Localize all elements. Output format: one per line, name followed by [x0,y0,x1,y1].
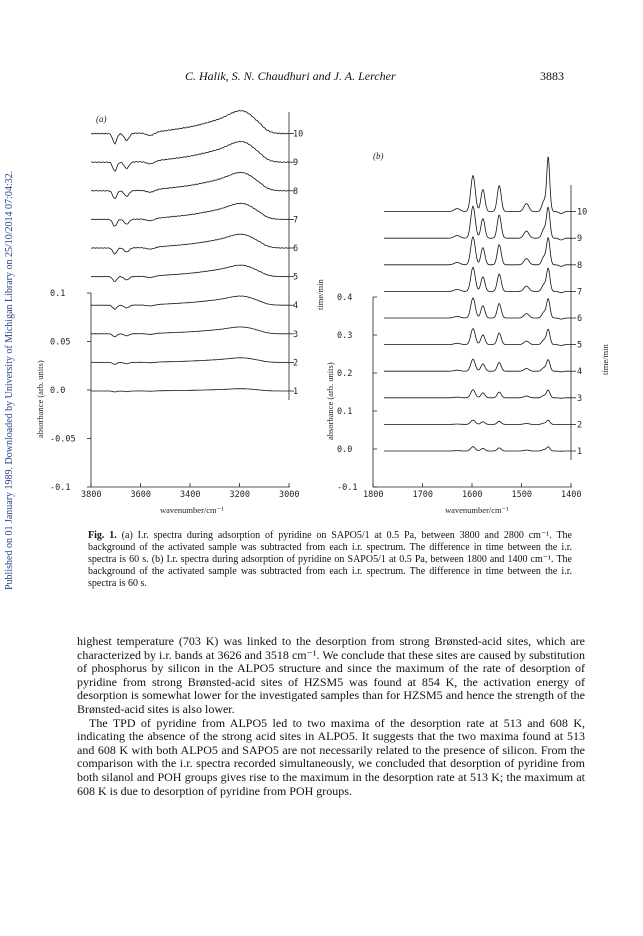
panel-a-x-tick-label: 3400 [180,490,201,500]
caption-label: Fig. 1. [88,530,117,541]
panel-b-spectrum-3 [384,390,571,398]
download-notice: Published on 01 January 1989. Downloaded by University of Michigan Library on 25/10/2014 07:04:32. [4,170,15,590]
body-text [77,635,585,798]
panel-b-x-label: wavenumber/cm⁻¹ [445,505,509,515]
panel-b-time-label: 8 [577,260,583,271]
panel-b-x-tick-label: 1700 [412,490,433,500]
panel-a-time-label: 2 [293,358,299,369]
panel-b-spectrum-1 [384,447,571,452]
panel-a-x-label: wavenumber/cm⁻¹ [160,505,224,515]
panel-b-spectrum-5 [384,329,571,346]
panel-b-time-label: 2 [577,420,583,431]
panel-b-y2-label: time/min [600,344,610,375]
panel-a-time-label: 6 [293,244,299,254]
panel-b-time-label: 3 [577,393,583,404]
panel-b-y-tick-label: 0.2 [337,369,353,379]
panel-b-time-label: 4 [577,367,583,378]
panel-a-spectrum-6 [91,234,289,254]
panel-a-spectrum-5 [91,265,289,282]
panel-b-y-tick-label: 0.3 [337,331,353,341]
panel-a-time-label: 5 [293,272,299,283]
panel-a-time-label: 9 [293,158,299,169]
panel-b-spectrum-2 [384,420,571,425]
panel-a-spectrum-3 [91,327,289,337]
panel-a-time-label: 7 [293,215,299,226]
panel-b-x-tick-label: 1400 [561,490,582,500]
panel-b-time-label: 7 [577,287,583,298]
panel-a-x-tick-label: 3600 [130,490,151,500]
panel-b-spectrum-4 [384,359,571,372]
panel-b-spectrum-6 [384,298,571,319]
panel-b-x-tick-label: 1600 [462,490,483,500]
panel-a-y-tick-label: 0.05 [50,337,71,348]
panel-a-ir-spectra [35,110,325,515]
panel-a-spectrum-2 [91,358,289,365]
paragraph-2: The TPD of pyridine from ALPO5 led to two maxima of the desorption rate at 513 and 608 K, indicating the absence of the strong acid sites in ALPO5. It suggests that the two maxima found at 513 and 608 K with both ALPO5 and SAPO5 are not necessarily related to the presence of silicon. From the comparison with the i.r. spectra recorded simultaneously, we concluded that desorption of pyridine from both silanol and POH groups gives rise to the maximum in the desorption rate at 513 K; the maximum at 608 K is due to desorption of pyridine from POH groups. [77,715,585,798]
panel-b-y-tick-label: 0.0 [337,445,353,455]
panel-b-y-tick-label: 0.1 [337,407,353,417]
panel-b-y-tick-label: -0.1 [337,483,358,493]
panel-a-y-tick-label: -0.1 [50,483,71,493]
panel-b-time-label: 6 [577,314,583,324]
panel-b-x-tick-label: 1800 [363,490,384,500]
panel-a-spectrum-10 [91,110,289,143]
panel-b-time-label: 5 [577,340,583,351]
panel-b-spectrum-10 [384,157,571,213]
panel-a-y-tick-label: 0.0 [50,386,66,396]
panel-a-time-label: 4 [293,301,299,312]
panel-a-x-tick-label: 3800 [81,490,102,500]
panel-b-time-label: 9 [577,234,583,245]
panel-a-x-tick-label: 3000 [279,490,300,500]
panel-b-label: (b) [373,151,384,161]
panel-a-time-label: 3 [293,329,299,340]
panel-a-time-label: 10 [293,129,304,140]
panel-b-time-label: 10 [577,207,588,218]
panel-a-x-tick-label: 3200 [229,490,250,500]
page-number: 3883 [540,69,564,83]
panel-b-y-tick-label: 0.4 [337,293,353,303]
panel-a-y-tick-label: 0.1 [50,289,66,299]
panel-a-y-label: absorbance (arb. units) [35,360,45,438]
panel-a-spectrum-7 [91,203,289,226]
panel-a-y2-label: time/min [315,279,325,310]
panel-b-x-tick-label: 1500 [511,490,532,500]
panel-a-spectrum-9 [91,141,289,171]
panel-b-time-label: 1 [577,447,583,457]
panel-a-y-tick-label: -0.05 [50,434,76,445]
paragraph-1: highest temperature (703 K) was linked to the desorption from strong Brønsted-acid sites, which are characterized by i.r. bands at 3626 and 3518 cm⁻¹. We conclude that these sites are caused by substitution of phosphorus by silicon in the ALPO5 structure and since the maximum of the rate of desorption of pyridine from strong Brønsted-acid sites of HZSM5 was found at 854 K, the activation energy of desorption is somewhat lower for the investigated samples than for HZSM5 and hence the strength of the Brønsted-acid sites is also lower. [77,634,585,716]
panel-a-spectrum-8 [91,172,289,198]
panel-b-spectrum-7 [384,267,571,292]
panel-a-label: (a) [96,114,107,124]
panel-a-time-label: 8 [293,186,299,197]
panel-b-spectrum-8 [384,237,571,267]
panel-a-spectrum-4 [91,296,289,309]
panel-a-spectrum-1 [91,389,289,392]
panel-a-time-label: 1 [293,387,299,397]
panel-b-y-label: absorbance (arb. units) [325,362,335,440]
panel-b-ir-spectra [325,151,610,515]
running-head-authors: C. Halik, S. N. Chaudhuri and J. A. Lercher [185,69,396,83]
figure-caption [88,530,572,590]
caption-text: (a) I.r. spectra during adsorption of pyridine on SAPO5/1 at 0.5 Pa, between 3800 and 2800 cm⁻¹. The background of the activated sample was subtracted from each i.r. spectrum. The difference in time between the i.r. spectra is 60 s. (b) I.r. spectra during adsorption of pyridine on SAPO5/1 at 0.5 Pa, between 1800 and 1400 cm⁻¹. The background of the activated sample was subtracted from each i.r. spectrum. The difference in time between the i.r. spectra is 60 s. [88,530,572,589]
